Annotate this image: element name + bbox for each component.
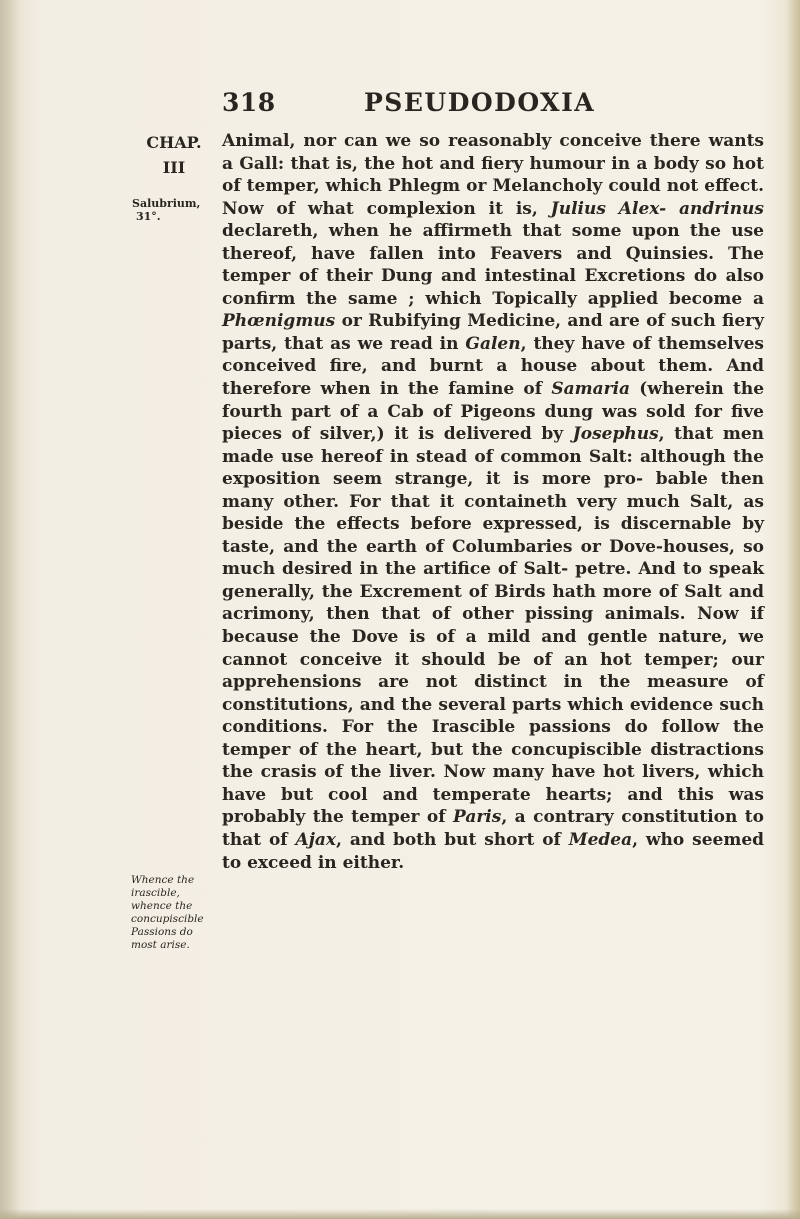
chapter-marker	[134, 130, 214, 180]
text-run: , and both but short of	[336, 829, 561, 850]
text-run: or Rubifying Medicine, and are of such fiery parts, that as we read in	[222, 311, 764, 354]
margin-note-line: Passions do	[131, 926, 193, 938]
margin-note-line: 31°.	[136, 210, 161, 223]
body-paragraph	[222, 130, 764, 874]
italic-term: Phœnigmus	[222, 311, 336, 332]
italic-name: Paris	[453, 807, 502, 828]
italic-name: Medea	[568, 829, 633, 850]
text-run: (wherein the fourth part of a Cab of Pigeons dung was sold for five pieces of silver,) it is delivered by	[222, 379, 765, 445]
italic-name: Galen	[465, 333, 521, 354]
italic-name: Josephus	[572, 424, 659, 445]
margin-note-line: Salubrium,	[132, 197, 201, 210]
margin-note-line: whence the	[131, 900, 193, 912]
page-left-edge-shadow	[0, 0, 20, 1219]
text-run: declareth, when he affirmeth that some upon the use thereof, have fallen into Feavers and Quinsies. The temper of their Dung and intestinal Excretions do also confirm the same ; which Topically applied become a	[222, 221, 764, 309]
text-run: , they have of themselves conceived fire, and burnt a house about them. And therefore when in the famine of	[222, 333, 764, 400]
italic-name: Ajax	[295, 829, 337, 850]
page-right-edge-shadow	[786, 0, 800, 1219]
running-title: PSEUDODOXIA	[364, 88, 596, 117]
text-run: , a contrary constitution to that of	[222, 807, 764, 850]
margin-note-line: most arise.	[131, 939, 190, 951]
text-run: Animal, nor can we so reasonably conceive there wants a Gall: that is, the hot and fiery humour in a body so hot of temper, which Phlegm or Melancholy could not effect. Now of what complexion it is,	[222, 131, 764, 219]
text-run: , who seemed to exceed in either.	[222, 829, 765, 873]
chapter-number: III	[162, 158, 186, 177]
margin-note-line: Whence the	[131, 874, 195, 886]
text-run: , that men made use hereof in stead of common Salt: although the exposition seem strange, it is more pro- bable then many other. For that it containeth very much Salt, as beside the effects before expressed, is discernable by taste, and the earth of Columbaries or Dove-houses, so much desired in the artifice of Salt- petre. And to speak generally, the Excrement of Birds hath more of Salt and acrimony, then that of other pissing animals. Now if because the Dove is of a mild and gentle nature, we cannot conceive it should be of an hot temper; our apprehensions are not distinct in the measure of constitutions, and the several parts which evidence such conditions. For the Irascible passions do follow the temper of the heart, but the concupiscible distractions the crasis of the liver. Now many have hot livers, which have but cool and temperate hearts; and this was probably the temper of	[222, 424, 765, 828]
running-head	[0, 84, 800, 124]
italic-place: Samaria	[551, 379, 631, 400]
margin-note-salubrium	[132, 197, 208, 223]
chapter-label: CHAP.	[146, 133, 202, 152]
margin-note-line: concupiscible	[131, 913, 204, 925]
italic-name: Julius Alex- andrinus	[550, 198, 764, 219]
body-text	[222, 130, 764, 874]
margin-note-passions	[131, 874, 211, 952]
page-number: 318	[222, 88, 276, 117]
page-bottom-edge-shadow	[0, 1209, 800, 1219]
margin-note-line: irascible,	[131, 887, 180, 899]
